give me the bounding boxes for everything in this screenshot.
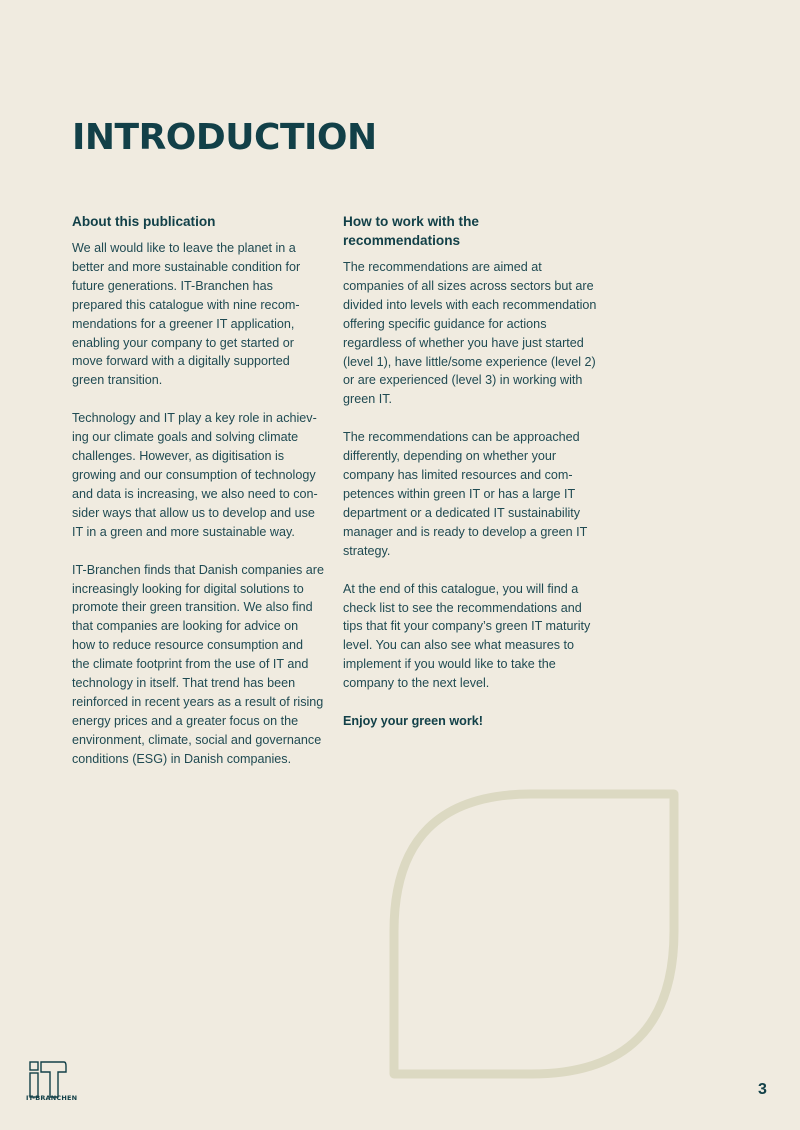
left-column bbox=[72, 212, 324, 788]
about-paragraph-1: We all would like to leave the planet in a better and more sustainable condition for future generations. IT-Branchen has prepared this catalogue with nine recommendations for a greener IT application, enabling your company to get started or move forward with a digitally supported green transition. bbox=[72, 241, 301, 388]
about-paragraph-3: IT-Branchen finds that Danish companies are increasingly looking for digital solutions to promote their green transition. We also find that companies are looking for advice on how to reduce resource consumption and the climate footprint from the use of IT and technology in itself. That trend has been reinforced in recent years as a result of rising energy prices and a greater focus on the environment, climate, social and governance conditions (ESG) in Danish companies. bbox=[72, 562, 325, 766]
how-to-heading: How to work with the recommendations bbox=[343, 214, 479, 248]
how-to-paragraph-3: At the end of this catalogue, you will find a check list to see the recommendations and tips that fit your company’s green IT maturity level. You can also see what measures to implement if you would like to take the company to the next level. bbox=[343, 581, 591, 691]
page-number: 3 bbox=[758, 1081, 767, 1098]
about-heading: About this publication bbox=[72, 214, 216, 229]
how-to-paragraph-1: The recommendations are aimed at companies of all sizes across sectors but are divided into levels with each recommendation offering specific guidance for actions regardless of whether you have just started (level 1), have little/some experience (level 2) or are experienced (level 3) in working with green IT. bbox=[343, 260, 597, 407]
leaf-outline-decoration bbox=[380, 780, 690, 1090]
logo-wordmark: IT-BRANCHEN bbox=[26, 1094, 78, 1102]
about-paragraph-2: Technology and IT play a key role in achieving our climate goals and solving climate challenges. However, as digitisation is growing and our consumption of technology and data is increasing, we also need to consider ways that allow us to develop and use IT in a green and more sustainable way. bbox=[72, 411, 318, 539]
page-title: INTRODUCTION bbox=[72, 117, 377, 158]
right-column bbox=[343, 212, 599, 750]
how-to-paragraph-2: The recommendations can be approached differently, depending on whether your company has limited resources and competences within green IT or has a large IT department or a dedicated IT sustainability manager and is ready to develop a green IT strategy. bbox=[343, 430, 588, 558]
closing-line: Enjoy your green work! bbox=[343, 714, 483, 729]
